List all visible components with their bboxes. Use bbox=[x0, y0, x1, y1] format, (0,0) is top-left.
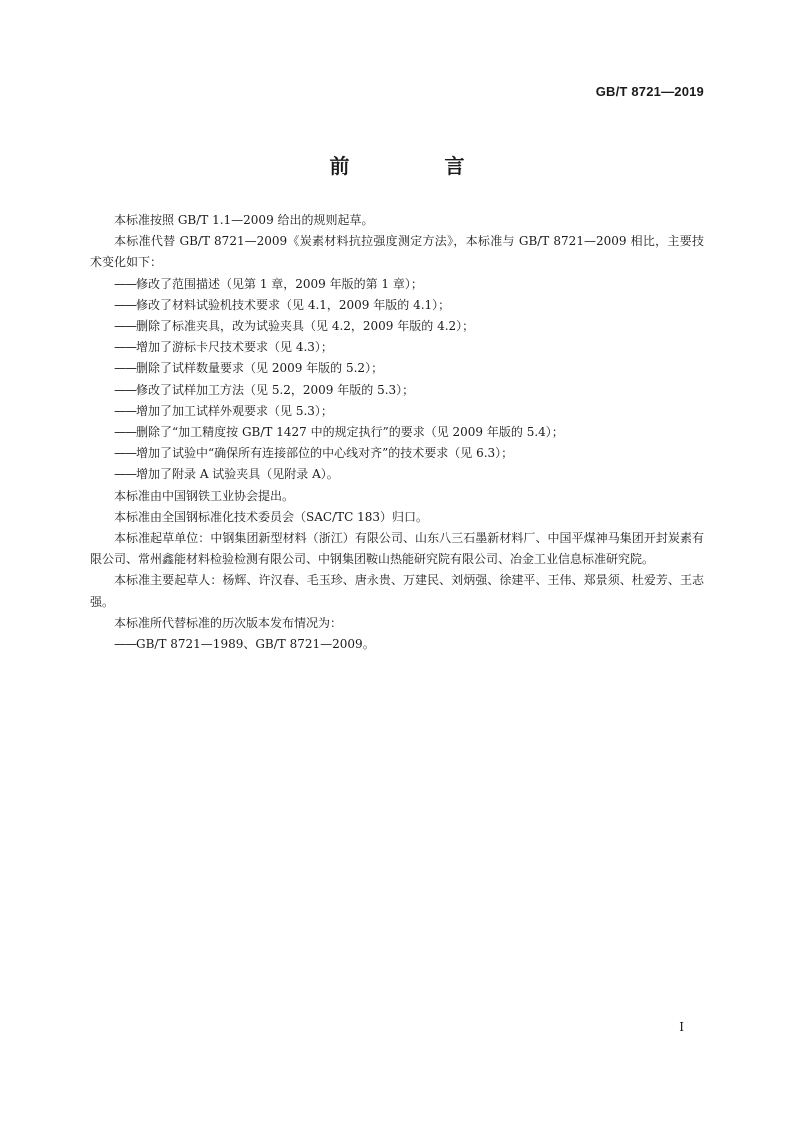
change-text: 增加了加工试样外观要求（见 5.3）； bbox=[136, 403, 333, 418]
dash-mark: —— bbox=[114, 637, 136, 652]
change-text: 修改了材料试验机技术要求（见 4.1，2009 年版的 4.1）； bbox=[136, 297, 451, 312]
change-item bbox=[90, 295, 704, 316]
change-item bbox=[90, 464, 704, 485]
dash-mark: —— bbox=[114, 403, 136, 418]
dash-mark: —— bbox=[114, 319, 136, 334]
change-item bbox=[90, 380, 704, 401]
page-title: 前 言 bbox=[329, 154, 509, 178]
dash-mark: —— bbox=[114, 361, 136, 376]
change-text: 删除了标准夹具，改为试验夹具（见 4.2，2009 年版的 4.2）； bbox=[136, 319, 475, 334]
intro-paragraph: 本标准代替 GB/T 8721—2009《炭素材料抗拉强度测定方法》，本标准与 GB/T 8721—2009 相比，主要技术变化如下： bbox=[90, 234, 704, 270]
dash-mark: —— bbox=[114, 340, 136, 355]
closing-paragraph: 本标准由全国钢标准化技术委员会（SAC/TC 183）归口。 bbox=[114, 509, 429, 524]
history-intro: 本标准所代替标准的历次版本发布情况为： bbox=[114, 615, 343, 630]
intro-paragraph: 本标准按照 GB/T 1.1—2009 给出的规则起草。 bbox=[114, 213, 374, 227]
change-item bbox=[90, 443, 704, 464]
dash-mark: —— bbox=[114, 446, 136, 461]
change-item bbox=[90, 337, 704, 358]
change-text: 删除了试样数量要求（见 2009 年版的 5.2）； bbox=[136, 361, 384, 376]
page-number: I bbox=[679, 1020, 684, 1034]
change-text: 增加了试验中“确保所有连接部位的中心线对齐”的技术要求（见 6.3）； bbox=[136, 446, 514, 461]
closing-paragraph: 本标准由中国钢铁工业协会提出。 bbox=[114, 488, 295, 503]
history-item bbox=[90, 634, 704, 655]
dash-mark: —— bbox=[114, 297, 136, 312]
change-item bbox=[90, 401, 704, 422]
change-text: 增加了游标卡尺技术要求（见 4.3）； bbox=[136, 340, 333, 355]
change-item bbox=[90, 422, 704, 443]
dash-mark: —— bbox=[114, 276, 136, 291]
standard-code: GB/T 8721—2019 bbox=[595, 84, 704, 99]
preface-body bbox=[90, 210, 704, 655]
dash-mark: —— bbox=[114, 425, 136, 440]
change-item bbox=[90, 358, 704, 379]
change-item bbox=[90, 316, 704, 337]
dash-mark: —— bbox=[114, 467, 136, 482]
dash-mark: —— bbox=[114, 382, 136, 397]
change-text: 修改了试样加工方法（见 5.2，2009 年版的 5.3）； bbox=[136, 382, 415, 397]
change-text: 修改了范围描述（见第 1 章，2009 年版的第 1 章）； bbox=[136, 276, 423, 291]
drafters: 本标准主要起草人：杨辉、许汉春、毛玉珍、唐永贵、万建民、刘炳强、徐建平、王伟、郑景须、杜爱芳、王志强。 bbox=[90, 573, 704, 609]
drafting-units: 本标准起草单位：中钢集团新型材料（浙江）有限公司、山东八三石墨新材料厂、中国平煤神马集团开封炭素有限公司、常州鑫能材料检验检测有限公司、中钢集团鞍山热能研究院有限公司、冶金工业信息标准研究院。 bbox=[90, 531, 704, 567]
change-text: 删除了“加工精度按 GB/T 1427 中的规定执行”的要求（见 2009 年版的 5.4）； bbox=[136, 425, 564, 440]
change-item bbox=[90, 274, 704, 295]
history-text: GB/T 8721—1989、GB/T 8721—2009。 bbox=[136, 637, 375, 652]
change-text: 增加了附录 A 试验夹具（见附录 A）。 bbox=[136, 467, 339, 482]
